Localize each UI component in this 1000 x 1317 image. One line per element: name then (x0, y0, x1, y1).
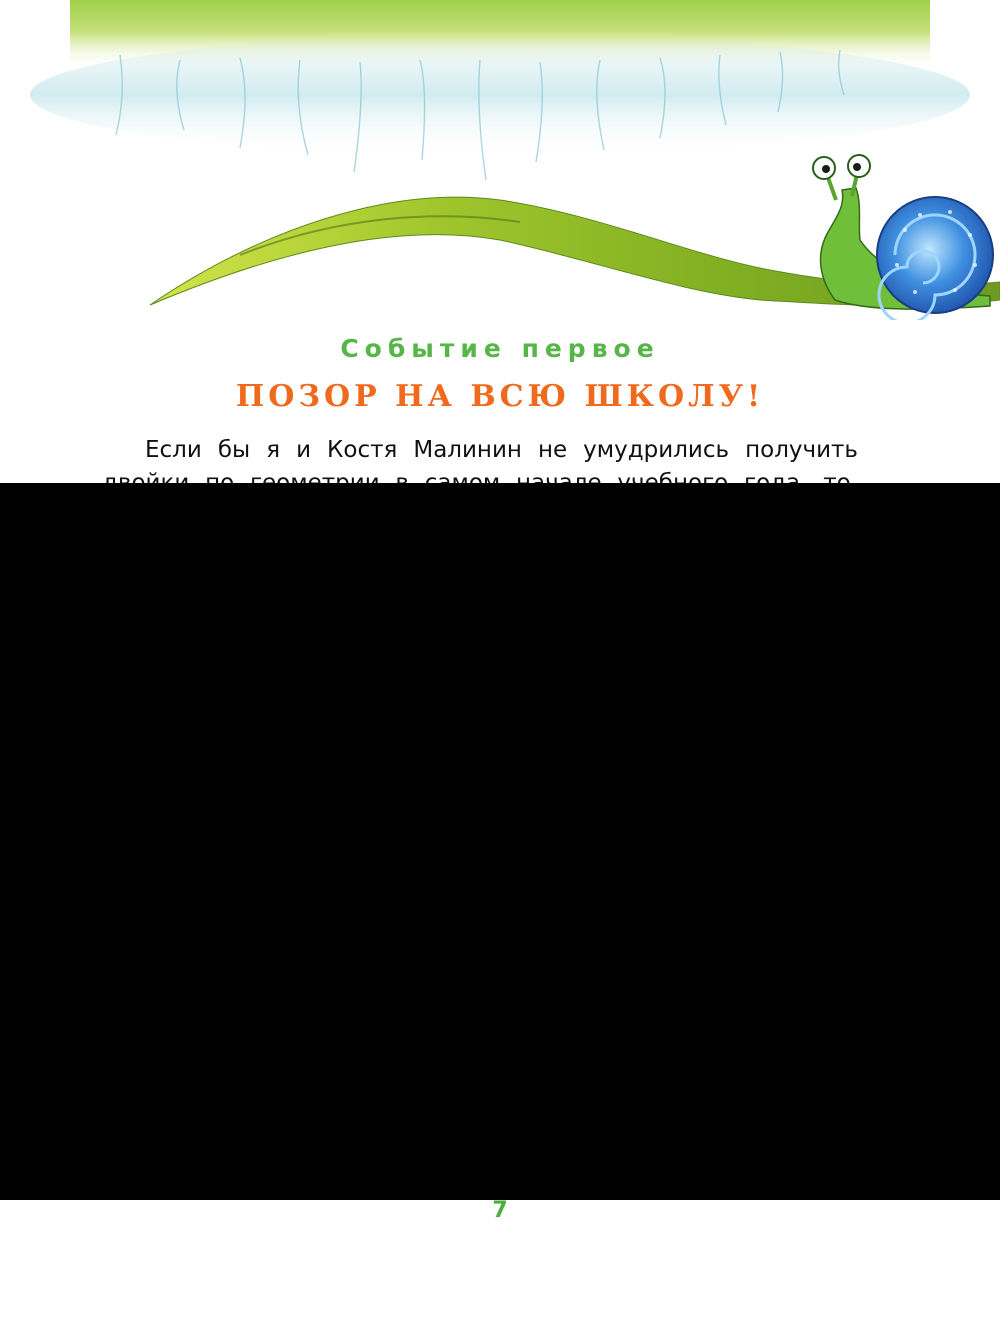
snail-on-leaf-icon (0, 0, 1000, 320)
page-number: 7 (492, 1198, 508, 1223)
paragraph: Если бы я и Костя Малинин не умудрились получить (145, 437, 858, 463)
illustration-snail-on-leaf (0, 0, 1000, 320)
chapter-title: ПОЗОР НА ВСЮ ШКОЛУ! (235, 379, 765, 414)
chapter-label: Событие первое (340, 334, 660, 363)
redaction-overlay (0, 483, 1000, 1200)
